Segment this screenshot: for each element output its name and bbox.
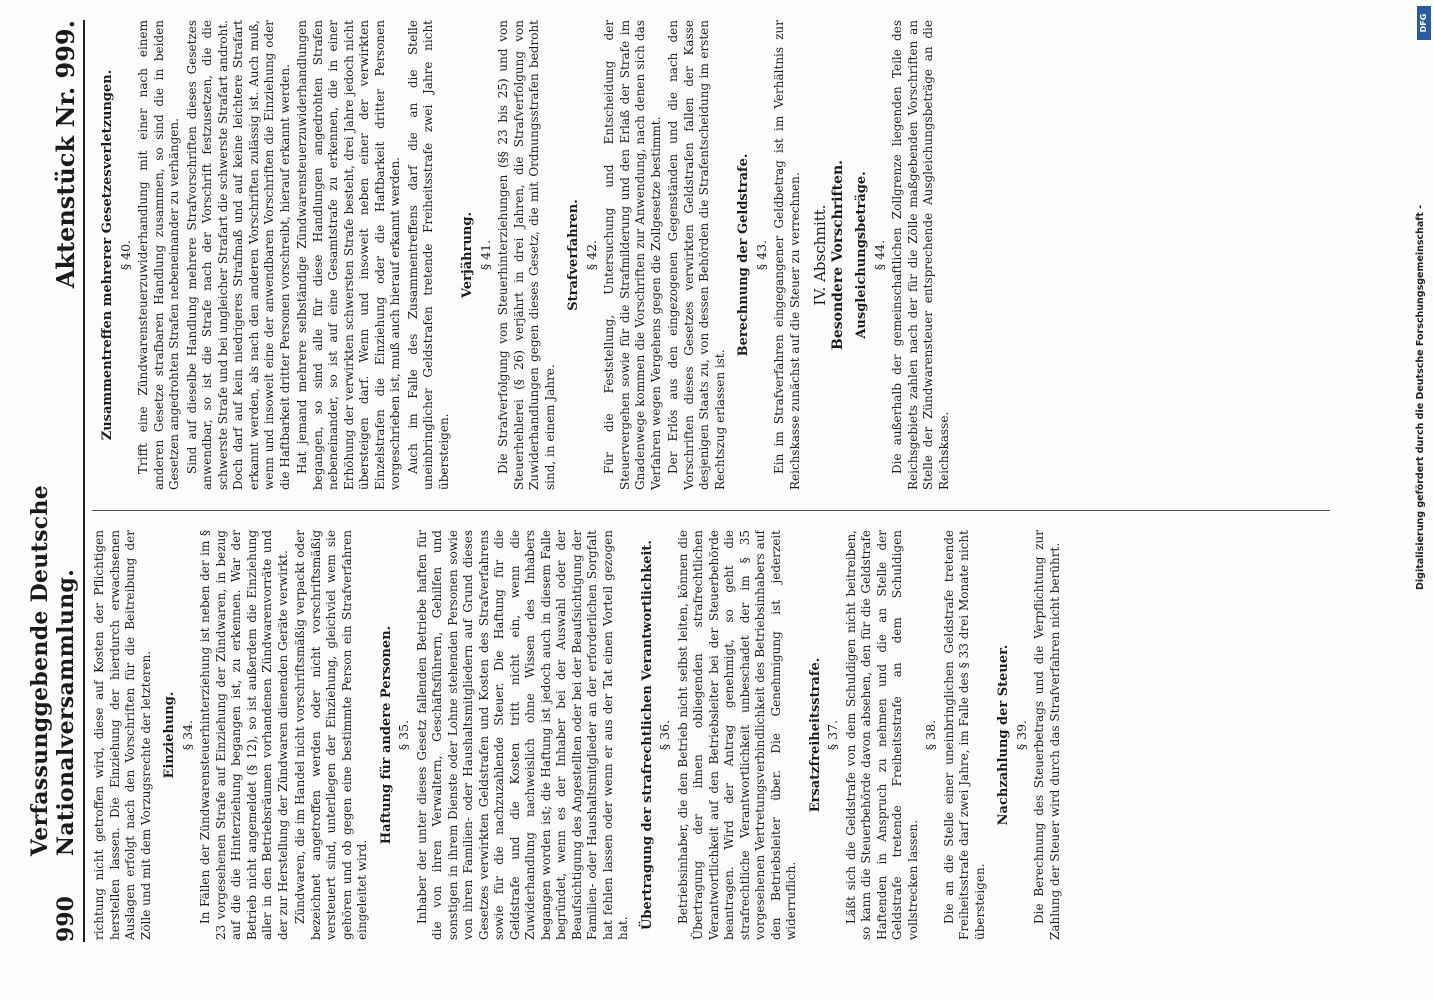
paragraph-number: § 37. (825, 719, 840, 751)
paragraph: Betriebsinhaber, die den Betrieb nicht selbst leiten, können die Übertragung der ihnen obliegenden strafrechtlichen Verantwortlichkeit auf den Betriebsleiter bei der Steuerbehörde beantragen. Wird der Antrag genehmigt, so geht die strafrechtliche Verantwortlichkeit unbeschadet der im § 35 vorgesehenen Vertretungsverbindlichkeit des Betriebsinhabers auf den Betriebsleiter über. Die Genehmigung ist jederzeit widerruflich. (675, 530, 798, 940)
document-reference: Aktenstück Nr. 999. (51, 20, 80, 289)
paragraph: Hat jemand mehrere selbständige Zündwarensteuerzuwiderhandlungen begangen, so sind alle für diese Handlungen angedrohten Strafen nebeneinander, so ist auf eine Gesamtstrafe zu erkennen, die in einer Erhöhung der verwirkten schwersten Strafe besteht, drei Jahre jedoch nicht übersteigen darf. Wenn und insoweit neben einer der verwirkten Einzelstrafen die Einziehung oder die Haftbarkeit dritter Personen vorgeschrieben ist, muß auch hierauf erkannt werden. (295, 20, 402, 490)
running-head (27, 20, 85, 942)
paragraph: Inhaber der unter dieses Gesetz fallenden Betriebe haften für die von ihren Verwaltern, Geschäftsführern, Gehilfen und sonstigen in ihrem Dienste oder Lohne stehenden Personen sowie von ihren Familien- oder Haushaltsmitgliedern auf Grund dieses Gesetzes verwirkten Geldstrafen und Kosten des Strafverfahrens sowie für die nachzuzahlende Steuer. Die Haftung für die Geldstrafe und die Kosten tritt nicht ein, wenn die Zuwiderhandlung nachweislich ohne Wissen des Inhabers begangen worden ist; die Haftung ist jedoch auch in diesem Falle begründet, wenn es der Inhaber bei der Auswahl oder der Beaufsichtigung des Angestellten oder bei der Beaufsichtigung der Familien- oder Haushaltsmitglieder an der erforderlichen Sorgfalt hat fehlen lassen oder wenn er aus der Tat einen Vorteil gezogen hat. (414, 530, 630, 940)
paragraph-number: § 44. (871, 239, 887, 271)
section-heading: Nachzahlung der Steuer. (996, 644, 1011, 826)
paragraph: Zündwaren, die im Handel nicht vorschriftsmäßig verpackt oder bezeichnet angetroffen werden oder nicht vorschriftsmäßig versteuert sind, unterliegen der Einziehung, gleichviel wem sie gehören und ob gegen eine bestimmte Person ein Strafverfahren eingeleitet wird. (293, 530, 369, 940)
paragraph-number: § 41. (477, 239, 493, 271)
page-number: 990 (53, 896, 79, 942)
paragraph: Auch im Falle des Zusammentreffens darf die an die Stelle uneinbringlicher Geldstrafen tretende Freiheitsstrafe zwei Jahre nicht übersteigen. (405, 20, 451, 490)
paragraph-number: § 38. (923, 719, 938, 751)
paragraph: Die Strafverfolgung von Steuerhinterziehungen (§§ 23 bis 25) und von Steuerhehlerei (§ 26) verjährt in drei Jahren, die Strafverfolgung von Zuwiderhandlungen gegen dieses Gesetz, die mit Ordnungsstrafen bedroht sind, in einem Jahre. (496, 20, 557, 490)
paragraph: Die Berechnung des Steuerbetrags und die Verpflichtung zur Zahlung der Steuer wird durch das Strafverfahren nicht berührt. (1032, 530, 1062, 940)
paragraph-number: § 34. (179, 719, 195, 751)
paragraph: richtung nicht getroffen wird, diese auf Kosten der Pflichtigen herstellen lassen. Die Einziehung der hierdurch erwachsenen Auslagen erfolgt nach den Vorschriften für die Beitreibung der Zölle und mit dem Vorzugsrechte der letzteren. (92, 530, 153, 940)
column-divider (92, 510, 1330, 511)
paragraph-number: § 39. (1013, 719, 1029, 751)
paragraph: Läßt sich die Geldstrafe von dem Schuldigen nicht beitreiben, so kann die Steuerbehörde davon absehen, den für die Geldstrafe Haftenden in Anspruch zu nehmen und die an Stelle der Geldstrafe tretende Freiheitsstrafe an dem Schuldigen vollstrecken lassen. (843, 530, 920, 940)
page-title: Verfassunggebende Deutsche Nationalversammlung. (27, 484, 79, 857)
right-column (92, 20, 1340, 490)
paragraph: Der Erlös aus den eingezogenen Gegenständen und die nach den Vorschriften dieses Gesetzes verwirkten Geldstrafen fallen der Kasse desjenigen Staats zu, von dessen Behörden die Strafentscheidung im ersten Rechtszug erlassen ist. (666, 20, 727, 490)
paragraph: Die außerhalb der gemeinschaftlichen Zollgrenze liegenden Teile des Reichsgebiets zahlen nach der für die Zölle maßgebenden Vorschriften an Stelle der Zündwarensteuer entsprechende Ausgleichungsbeträge an die Reichskasse. (890, 20, 951, 490)
credit-text: Digitalisierung gefördert durch die Deutsche Forschungsgemeinschaft - (1415, 204, 1426, 590)
dfg-logo: DFG (1417, 6, 1431, 40)
section-heading: Übertragung der strafrechtlichen Verantwortlichkeit. (639, 540, 655, 930)
section-heading: Verjährung. (460, 212, 475, 298)
section-heading: Ausgleichungsbeträge. (854, 171, 869, 339)
paragraph-number: § 36. (657, 719, 672, 751)
paragraph-number: § 40. (117, 239, 133, 271)
section-heading: Einziehung. (162, 691, 177, 779)
paragraph-number: § 43. (753, 239, 769, 271)
paragraph-number: § 42. (583, 239, 599, 271)
paragraph: Trifft eine Zündwarensteuerzuwiderhandlung mit einer nach einem anderen Gesetze strafbaren Handlung zusammen, so sind die in beiden Gesetzen angedrohten Strafen nebeneinander zu verhängen. (136, 20, 181, 490)
section-heading: Haftung für andere Personen. (378, 625, 394, 845)
section-heading: Ersatzfreiheitsstrafe. (807, 657, 823, 813)
section-heading: Berechnung der Geldstrafe. (736, 153, 751, 357)
part-heading: IV. Abschnitt. (811, 204, 829, 306)
paragraph: Die an die Stelle einer uneinbringlichen Geldstrafe tretende Freiheitsstrafe darf zwei Jahre, im Falle des § 33 drei Monate nicht übersteigen. (941, 530, 987, 940)
section-heading: Zusammentreffen mehrerer Gesetzesverletzungen. (100, 69, 115, 441)
left-column (92, 530, 1340, 940)
digitization-credit (1415, 0, 1434, 1000)
paragraph: In Fällen der Zündwarensteuerhinterziehung ist neben der im § 23 vorgesehenen Strafe auf Einziehung der Zündwaren, in bezug auf die die Hinterziehung begangen ist, zu erkennen. War der Betrieb nicht angemeldet (§ 12), so ist außerdem die Einziehung aller in den Betriebsräumen vorhandenen Zündwarenvorräte und der zur Herstellung der Zündwaren dienenden Geräte verwirkt. (198, 530, 290, 940)
paragraph: Sind auf dieselbe Handlung mehrere Strafvorschriften dieses Gesetzes anwendbar, so ist die Strafe nach der Vorschrift festzusetzen, die die schwerste Strafe und bei ungleicher Strafart die schwerste Strafart androht. Doch darf auf kein niedrigeres Strafmaß und auf keine leichtere Strafart erkannt werden, als nach den anderen Vorschriften zulässig ist. Auch muß, wenn und insoweit eine der anwendbaren Vorschriften die Einziehung oder die Haftbarkeit dritter Personen vorschreibt, hierauf erkannt werden. (184, 20, 292, 490)
paragraph: Für die Feststellung, Untersuchung und Entscheidung der Steuervergehen sowie für die Strafmilderung und den Erlaß der Strafe im Gnadenwege kommen die Vorschriften zur Anwendung, nach denen sich das Verfahren wegen Vergehens gegen die Zollgesetze bestimmt. (602, 20, 663, 490)
paragraph-number: § 35. (396, 719, 411, 751)
paragraph: Ein im Strafverfahren eingegangener Geldbetrag ist im Verhältnis zur Reichskasse zunächst auf die Steuer zu verrechnen. (772, 20, 802, 490)
section-heading: Strafverfahren. (566, 199, 581, 311)
part-subheading: Besondere Vorschriften. (829, 160, 846, 351)
